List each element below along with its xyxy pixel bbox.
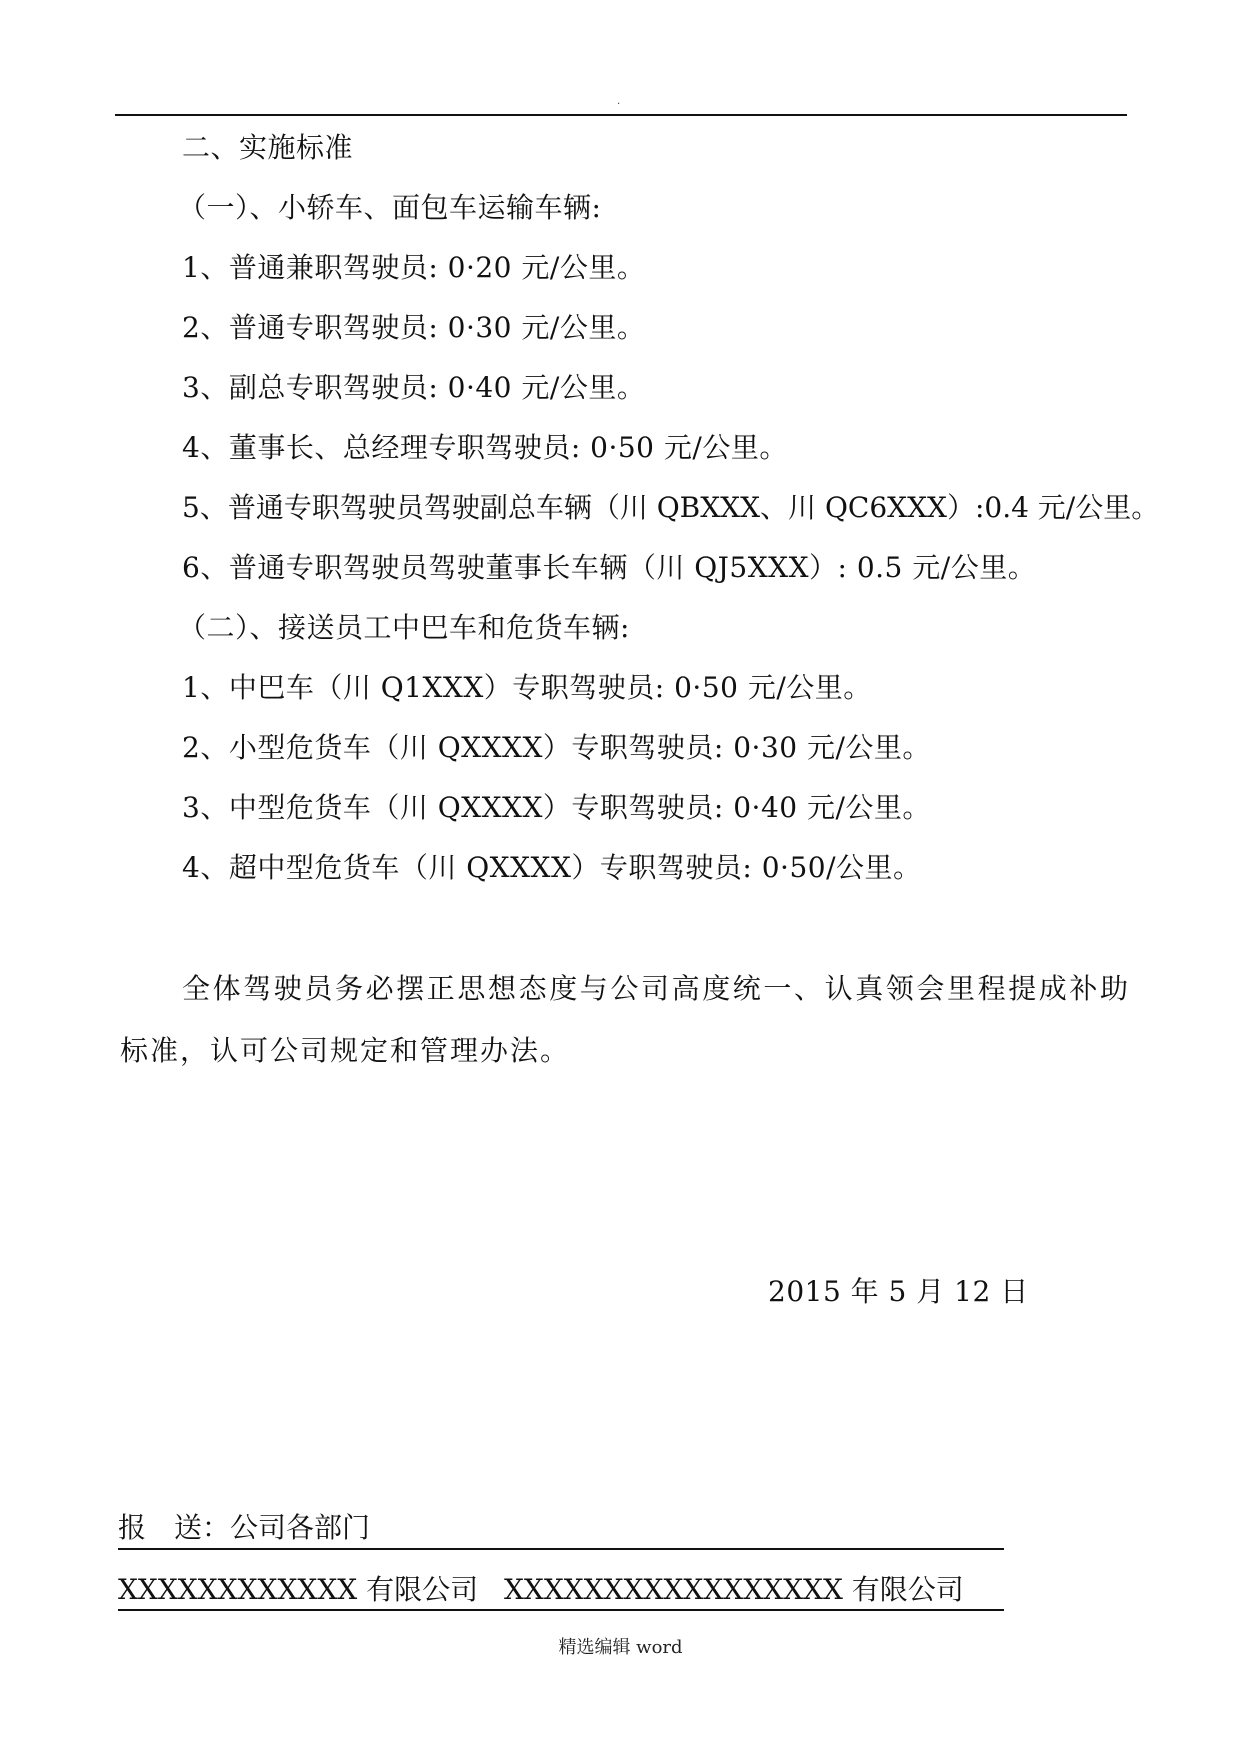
group1-item-1: 1、普通兼职驾驶员: 0·20 元/公里。 xyxy=(182,251,646,284)
page-footer: 精选编辑 word xyxy=(558,1637,683,1658)
group1-item-5: 5、普通专职驾驶员驾驶副总车辆（川 QBXXX、川 QC6XXX）:0.4 元/公里。 xyxy=(182,491,1160,524)
section-title: 二、实施标准 xyxy=(182,131,354,164)
group1-heading: （一）、小轿车、面包车运输车辆: xyxy=(178,191,602,224)
group2-item-3: 3、中型危货车（川 QXXXX）专职驾驶员: 0·40 元/公里。 xyxy=(182,791,931,824)
cc-recipients: 报 送：公司各部门 xyxy=(118,1511,371,1544)
group1-item-6: 6、普通专职驾驶员驾驶董事长车辆（川 QJ5XXX）: 0.5 元/公里。 xyxy=(182,551,1037,584)
group2-item-2: 2、小型危货车（川 QXXXX）专职驾驶员: 0·30 元/公里。 xyxy=(182,731,931,764)
group2-item-4: 4、超中型危货车（川 QXXXX）专职驾驶员: 0·50/公里。 xyxy=(182,851,922,884)
header-rule xyxy=(115,114,1127,116)
group1-item-4: 4、董事长、总经理专职驾驶员: 0·50 元/公里。 xyxy=(182,431,788,464)
group2-item-1: 1、中巴车（川 Q1XXX）专职驾驶员: 0·50 元/公里。 xyxy=(182,671,872,704)
closing-paragraph: 全体驾驶员务必摆正思想态度与公司高度统一、认真领会里程提成补助标准，认可公司规定和管理办法。 xyxy=(120,972,1130,1067)
document-date: 2015 年 5 月 12 日 xyxy=(768,1275,1029,1308)
cc-rule-2 xyxy=(118,1609,1004,1611)
cc-rule-1 xyxy=(118,1548,1004,1550)
cc-company-a: XXXXXXXXXXXX 有限公司 xyxy=(118,1573,479,1606)
group1-item-2: 2、普通专职驾驶员: 0·30 元/公里。 xyxy=(182,311,646,344)
cc-company-b: XXXXXXXXXXXXXXXXX 有限公司 xyxy=(504,1573,964,1606)
group2-heading: （二）、接送员工中巴车和危货车辆: xyxy=(178,611,630,644)
header-dot: . xyxy=(617,96,621,107)
group1-item-3: 3、副总专职驾驶员: 0·40 元/公里。 xyxy=(182,371,646,404)
